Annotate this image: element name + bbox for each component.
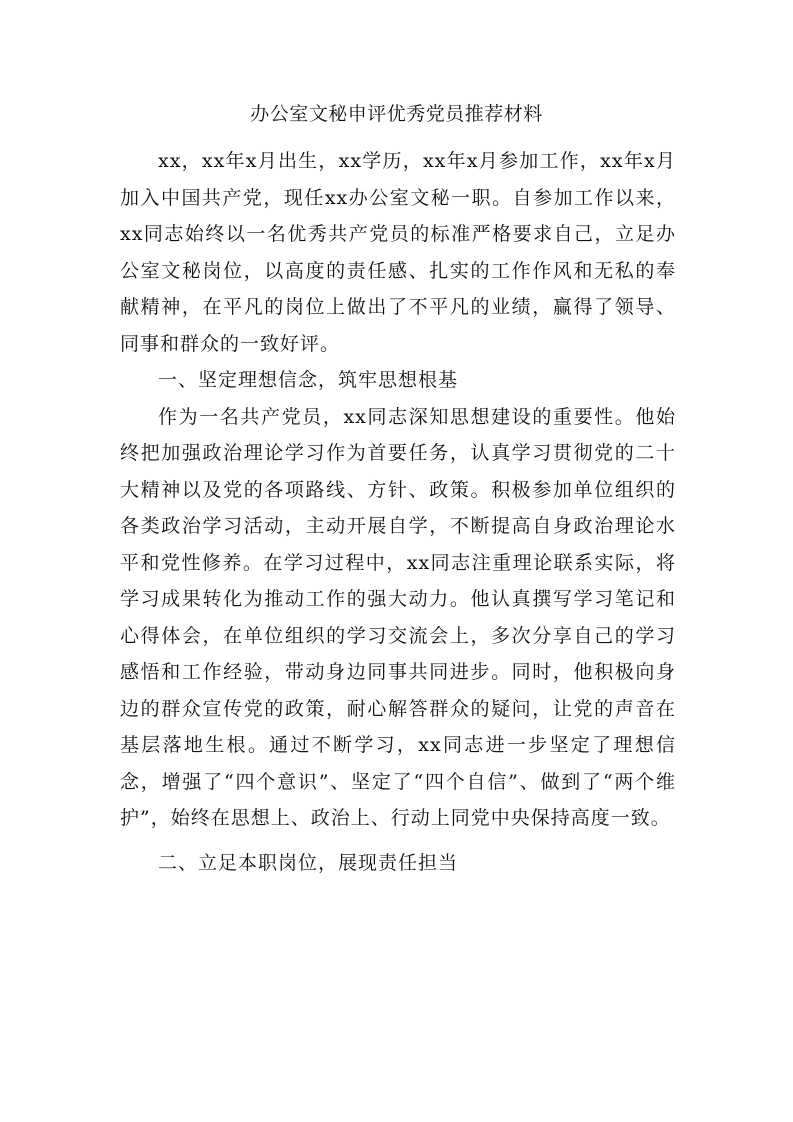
section-heading-1: 一、坚定理想信念，筑牢思想根基 — [158, 369, 459, 391]
section-1-paragraph: 作为一名共产党员，xx同志深知思想建设的重要性。他始终把加强政治理论学习作为首要任务，认真学习贯彻党的二十大精神以及党的各项路线、方针、政策。积极参加单位组织的各类政治学习活动，主动开展自学，不断提高自身政治理论水平和党性修养。在学习过程中，xx同志注重理论联系实际，将学习成果转化为推动工作的强大动力。他认真撰写学习笔记和心得体会，在单位组织的学习交流会上，多次分享自己的学习感悟和工作经验，带动身边同事共同进步。同时，他积极向身边的群众宣传党的政策，耐心解答群众的疑问，让党的声音在基层落地生根。通过不断学习，xx同志进一步坚定了理想信念，增强了“四个意识”、坚定了“四个自信”、做到了“两个维护”，始终在思想上、政治上、行动上同党中央保持高度一致。 — [120, 405, 676, 829]
document-title: 办公室文秘申评优秀党员推荐材料 — [250, 103, 543, 125]
paragraph-gap — [120, 837, 676, 845]
section-heading-2: 二、立足本职岗位，展现责任担当 — [158, 851, 459, 874]
intro-paragraph: xx，xx年x月出生，xx学历，xx年x月参加工作，xx年x月加入中国共产党，现任xx办公室文秘一职。自参加工作以来，xx同志始终以一名优秀共产党员的标准严格要求自己，立足办公室文秘岗位，以高度的责任感、扎实的工作作风和无私的奉献精神，在平凡的岗位上做出了不平凡的业绩，赢得了领导、同事和群众的一致好评。 — [120, 150, 676, 355]
document-body — [120, 143, 676, 881]
